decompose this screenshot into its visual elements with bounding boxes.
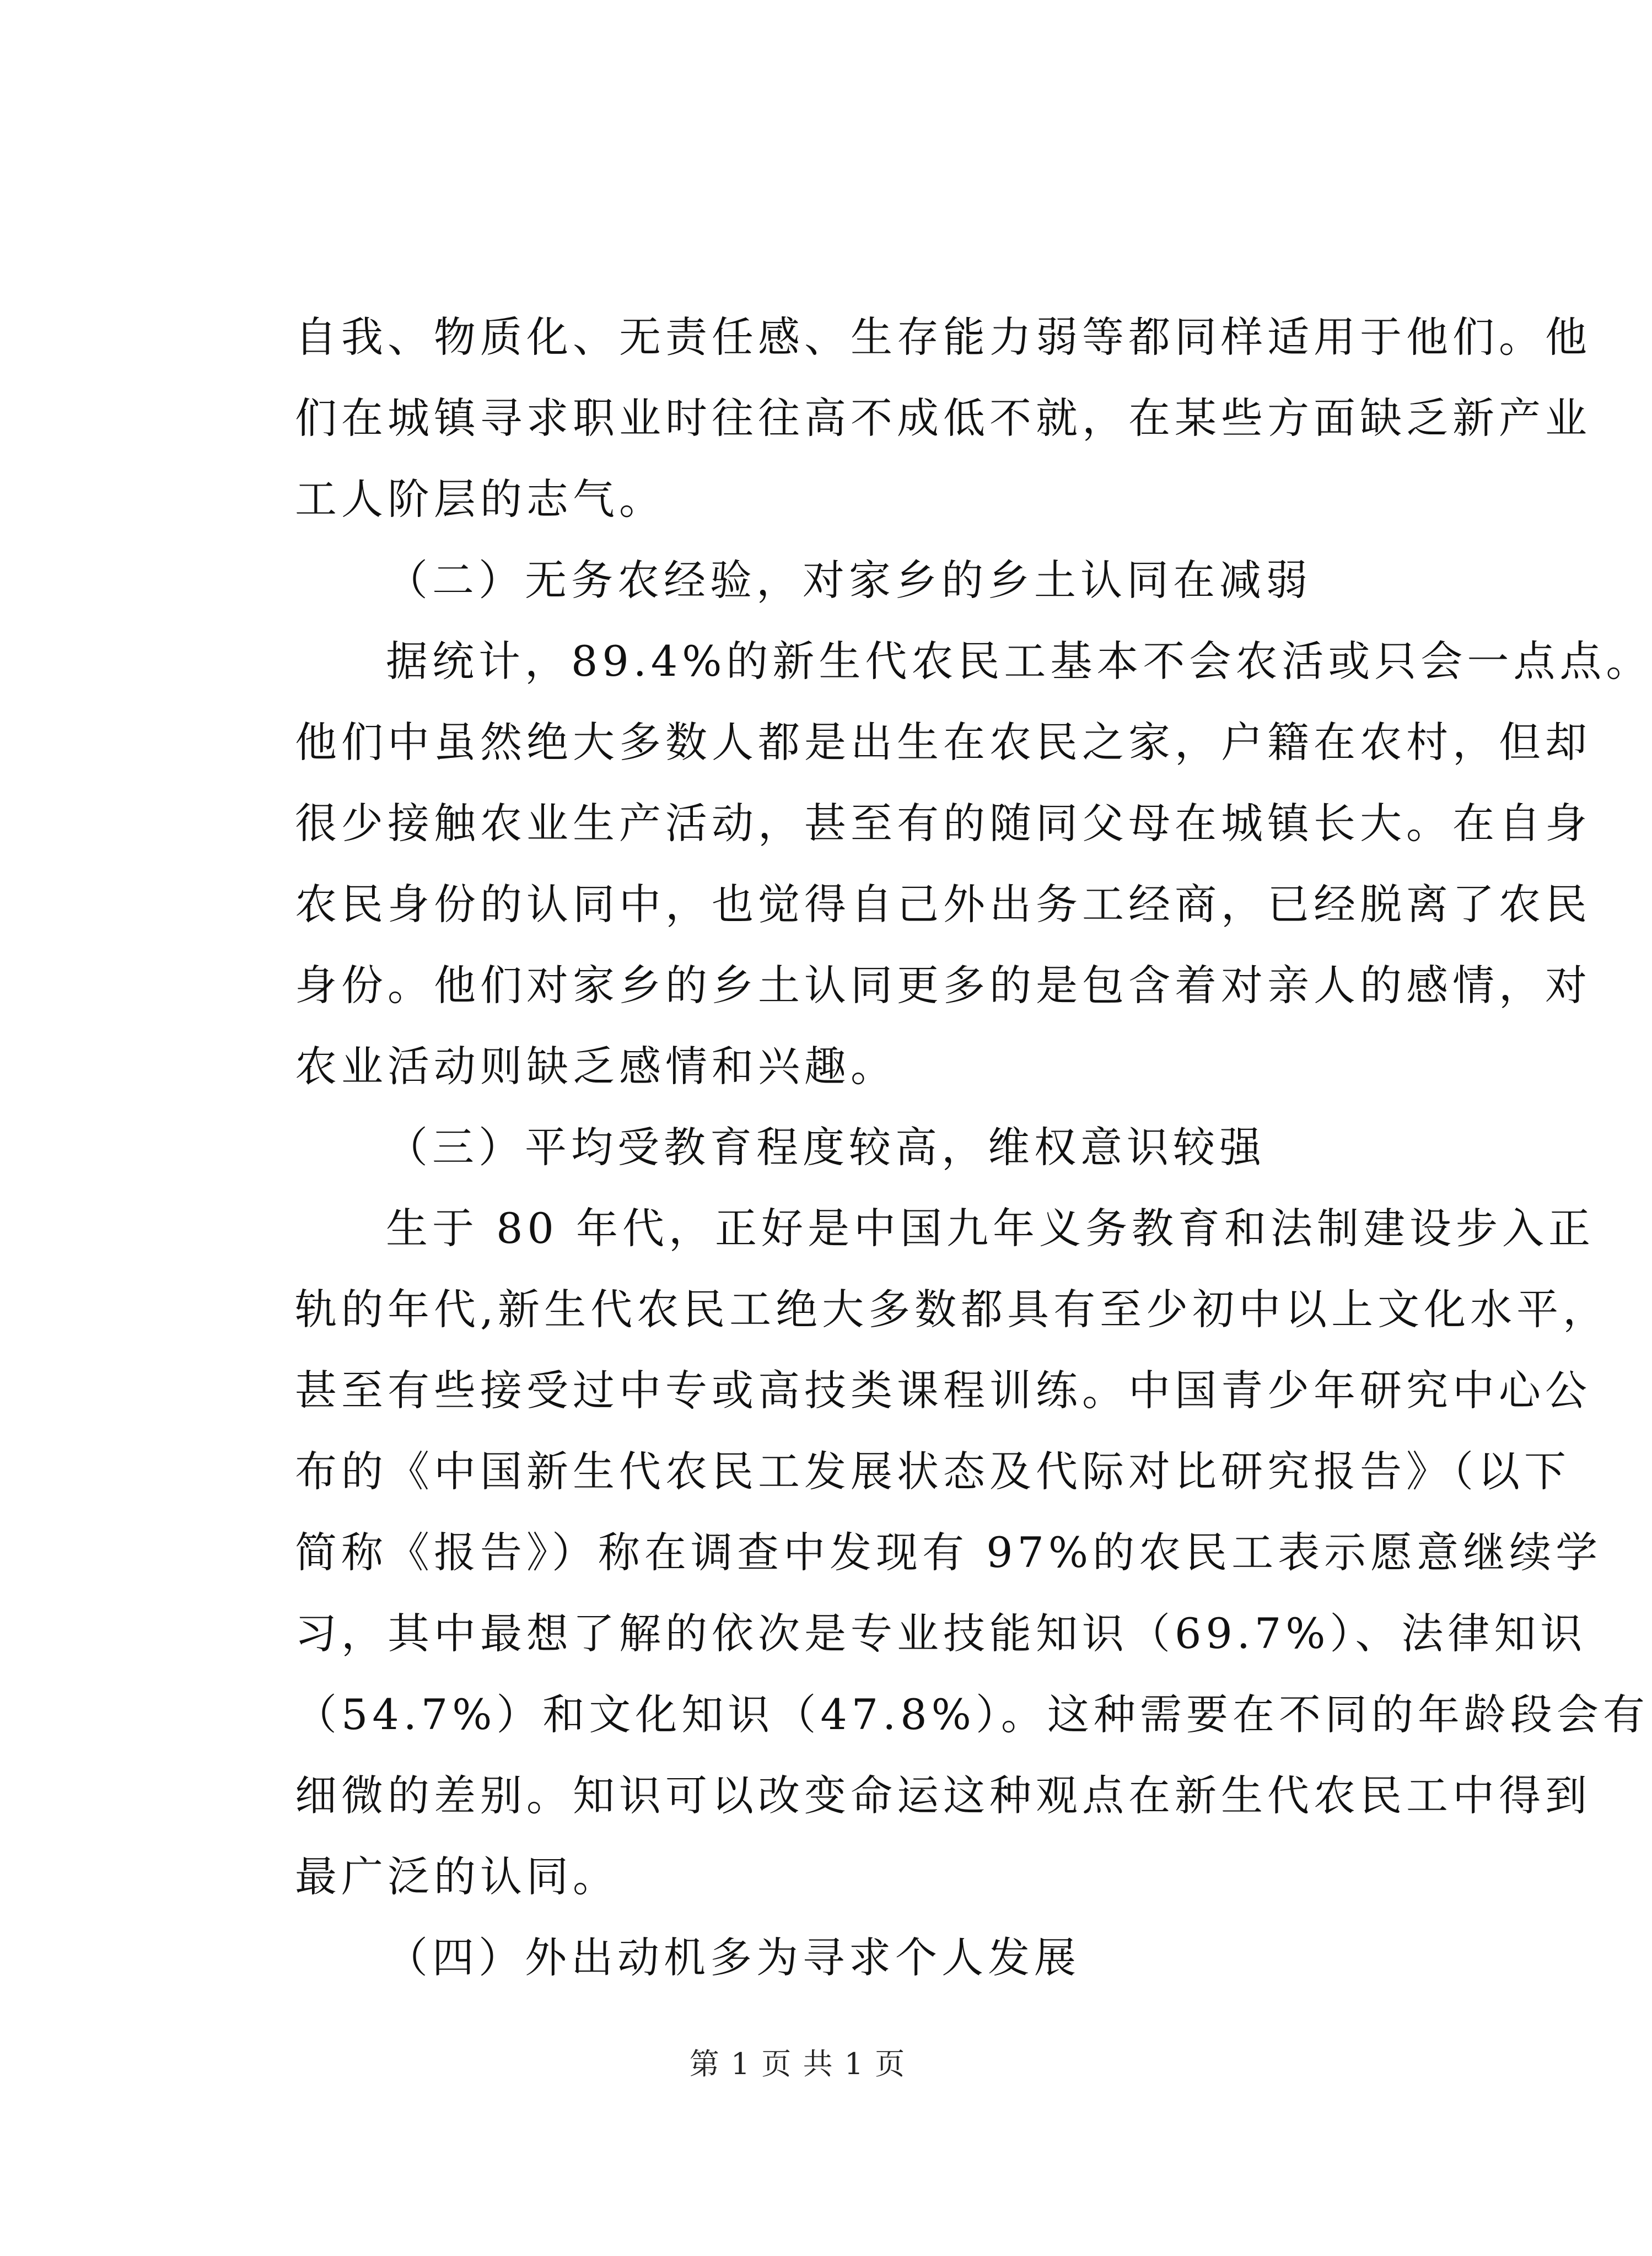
text-line: 工人阶层的志气。 <box>295 475 665 524</box>
text-line: （四）外出动机多为寻求个人发展 <box>386 1933 1080 1982</box>
text-line: 农业活动则缺乏感情和兴趣。 <box>295 1042 897 1091</box>
text-line: （54.7%）和文化知识（47.8%）。这种需要在不同的年龄段会有 <box>295 1690 1649 1739</box>
text-line: 布的《中国新生代农民工发展状态及代际对比研究报告》（以下 <box>295 1447 1570 1496</box>
text-line: （三）平均受教育程度较高，维权意识较强 <box>386 1123 1266 1172</box>
text-line: 农民身份的认同中，也觉得自己外出务工经商，已经脱离了农民 <box>295 880 1591 929</box>
text-line: 习，其中最想了解的依次是专业技能知识（69.7%）、法律知识 <box>295 1609 1587 1658</box>
text-line: 甚至有些接受过中专或高技类课程训练。中国青少年研究中心公 <box>295 1366 1591 1415</box>
text-line: 很少接触农业生产活动，甚至有的随同父母在城镇长大。在自身 <box>295 799 1591 848</box>
text-line: 简称《报告》）称在调查中发现有 97%的农民工表示愿意继续学 <box>295 1528 1602 1577</box>
text-line: 自我、物质化、无责任感、生存能力弱等都同样适用于他们。他 <box>295 313 1591 362</box>
text-line: 生于 80 年代，正好是中国九年义务教育和法制建设步入正 <box>386 1204 1595 1253</box>
text-line: 身份。他们对家乡的乡土认同更多的是包含着对亲人的感情，对 <box>295 961 1591 1010</box>
text-line: 轨的年代,新生代农民工绝大多数都具有至少初中以上文化水平， <box>295 1285 1610 1334</box>
text-line: 他们中虽然绝大多数人都是出生在农民之家，户籍在农村，但却 <box>295 718 1591 767</box>
text-line: 最广泛的认同。 <box>295 1852 619 1901</box>
text-line: 细微的差别。知识可以改变命运这种观点在新生代农民工中得到 <box>295 1771 1591 1820</box>
body-text <box>295 297 1652 1998</box>
page-footer: 第 1 页 共 1 页 <box>689 2047 906 2081</box>
text-line: （二）无务农经验，对家乡的乡土认同在减弱 <box>386 556 1312 605</box>
text-line: 据统计，89.4%的新生代农民工基本不会农活或只会一点点。 <box>386 637 1652 686</box>
text-line: 们在城镇寻求职业时往往高不成低不就，在某些方面缺乏新产业 <box>295 394 1591 443</box>
